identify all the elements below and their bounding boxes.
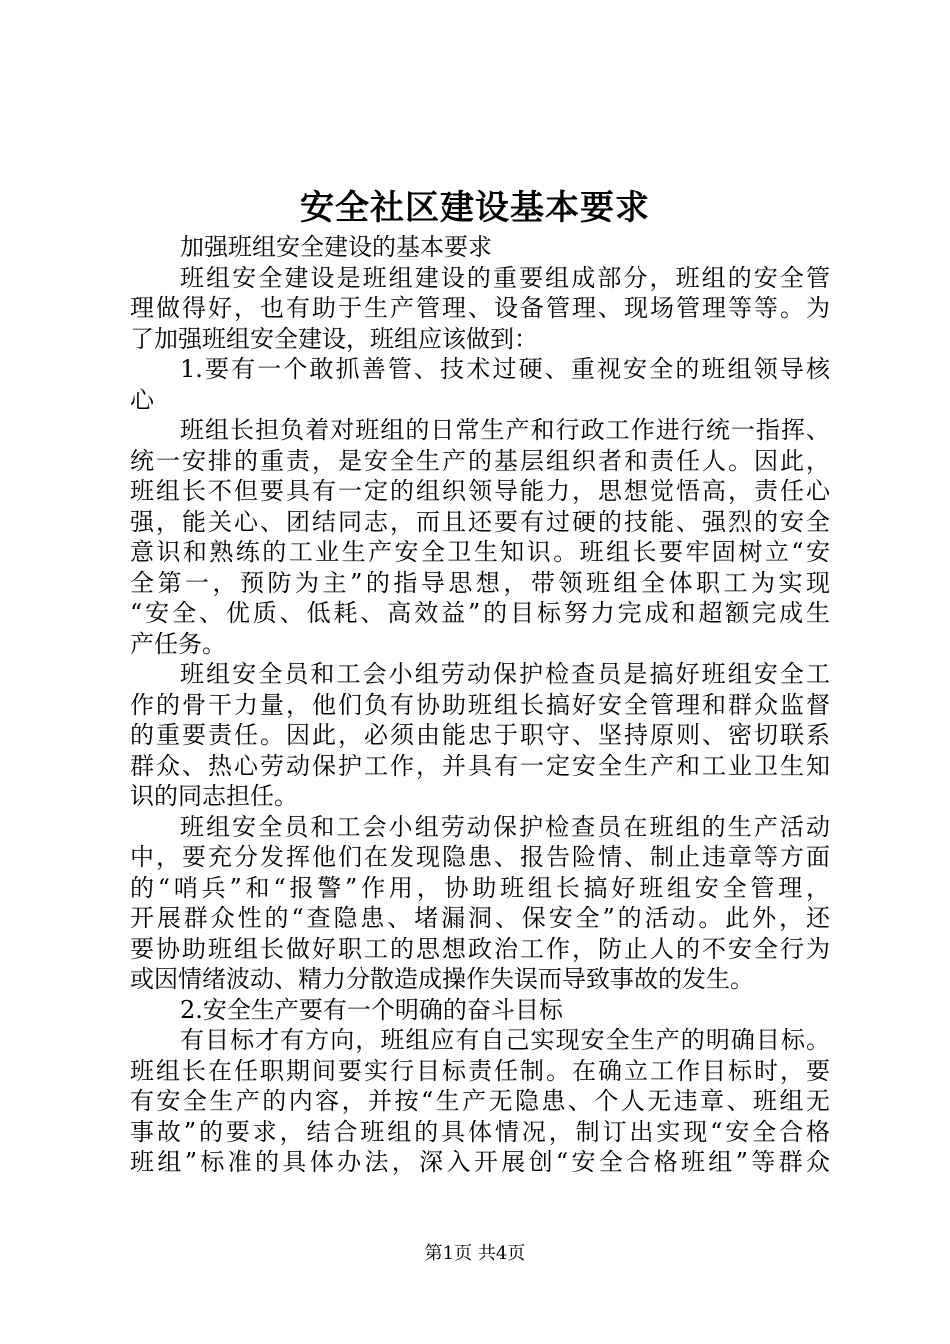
paragraph-line: 理做得好，也有助于生产管理、设备管理、现场管理等等。为: [130, 294, 830, 322]
paragraph-line: 或因情绪波动、精力分散造成操作失误而导致事故的发生。: [130, 965, 754, 993]
paragraph-line: 事故”的要求，结合班组的具体情况，制订出实现“安全合格: [130, 1117, 830, 1146]
paragraph-line: 作的骨干力量，他们负有协助班组长搞好安全管理和群众监督: [130, 690, 830, 719]
paragraph-line: 的重要责任。因此，必须由能忠于职守、坚持原则、密切联系: [130, 721, 830, 749]
paragraph-line: 意识和熟练的工业生产安全卫生知识。班组长要牢固树立“安: [130, 538, 830, 566]
paragraph-line: 班组长在任职期间要实行目标责任制。在确立工作目标时，要: [130, 1056, 830, 1085]
paragraph-line: 识的同志担任。: [130, 782, 298, 810]
document-title: 安全社区建设基本要求: [300, 188, 650, 228]
paragraph-line: 群众、热心劳动保护工作，并具有一定安全生产和工业卫生知: [130, 751, 830, 780]
paragraph-line: 的“哨兵”和“报警”作用，协助班组长搞好班组安全管理，: [130, 873, 830, 902]
paragraph-line: 有目标才有方向，班组应有自己实现安全生产的明确目标。: [180, 1026, 830, 1054]
paragraph-line: 有安全生产的内容，并按“生产无隐患、个人无违章、班组无: [130, 1087, 830, 1115]
page-number-footer: 第1页 共4页: [424, 1243, 526, 1264]
paragraph-line: 要协助班组长做好职工的思想政治工作，防止人的不安全行为: [130, 934, 830, 963]
paragraph-line: 了加强班组安全建设，班组应该做到：: [130, 324, 538, 353]
paragraph-line: 班组长不但要具有一定的组织领导能力，思想觉悟高，责任心: [130, 477, 830, 505]
paragraph-line: 产任务。: [130, 629, 226, 658]
paragraph-line: 班组安全员和工会小组劳动保护检查员在班组的生产活动: [180, 812, 830, 841]
paragraph-line: 班组”标准的具体办法，深入开展创“安全合格班组”等群众: [130, 1148, 830, 1176]
paragraph-line: 中，要充分发挥他们在发现隐患、报告险情、制止违章等方面: [130, 843, 830, 871]
document-body: [130, 232, 830, 1178]
paragraph-line: 班组安全员和工会小组劳动保护检查员是搞好班组安全工: [180, 660, 830, 688]
subtitle-line: 加强班组安全建设的基本要求: [180, 233, 492, 261]
paragraph-line: 全第一，预防为主”的指导思想，带领班组全体职工为实现: [130, 568, 830, 597]
paragraph-line: 强，能关心、团结同志，而且还要有过硬的技能、强烈的安全: [130, 507, 830, 536]
section-heading-line: 2.安全生产要有一个明确的奋斗目标: [180, 995, 563, 1024]
paragraph-line: 班组长担负着对班组的日常生产和行政工作进行统一指挥、: [180, 416, 830, 444]
paragraph-line: “安全、优质、低耗、高效益”的目标努力完成和超额完成生: [130, 599, 830, 627]
paragraph-line: 统一安排的重责，是安全生产的基层组织者和责任人。因此，: [130, 446, 830, 475]
section-heading-line: 心: [130, 385, 154, 414]
paragraph-line: 班组安全建设是班组建设的重要组成部分，班组的安全管: [180, 263, 830, 292]
paragraph-line: 开展群众性的“查隐患、堵漏洞、保安全”的活动。此外，还: [130, 904, 830, 932]
section-heading-line: 1.要有一个敢抓善管、技术过硬、重视安全的班组领导核: [180, 355, 830, 383]
